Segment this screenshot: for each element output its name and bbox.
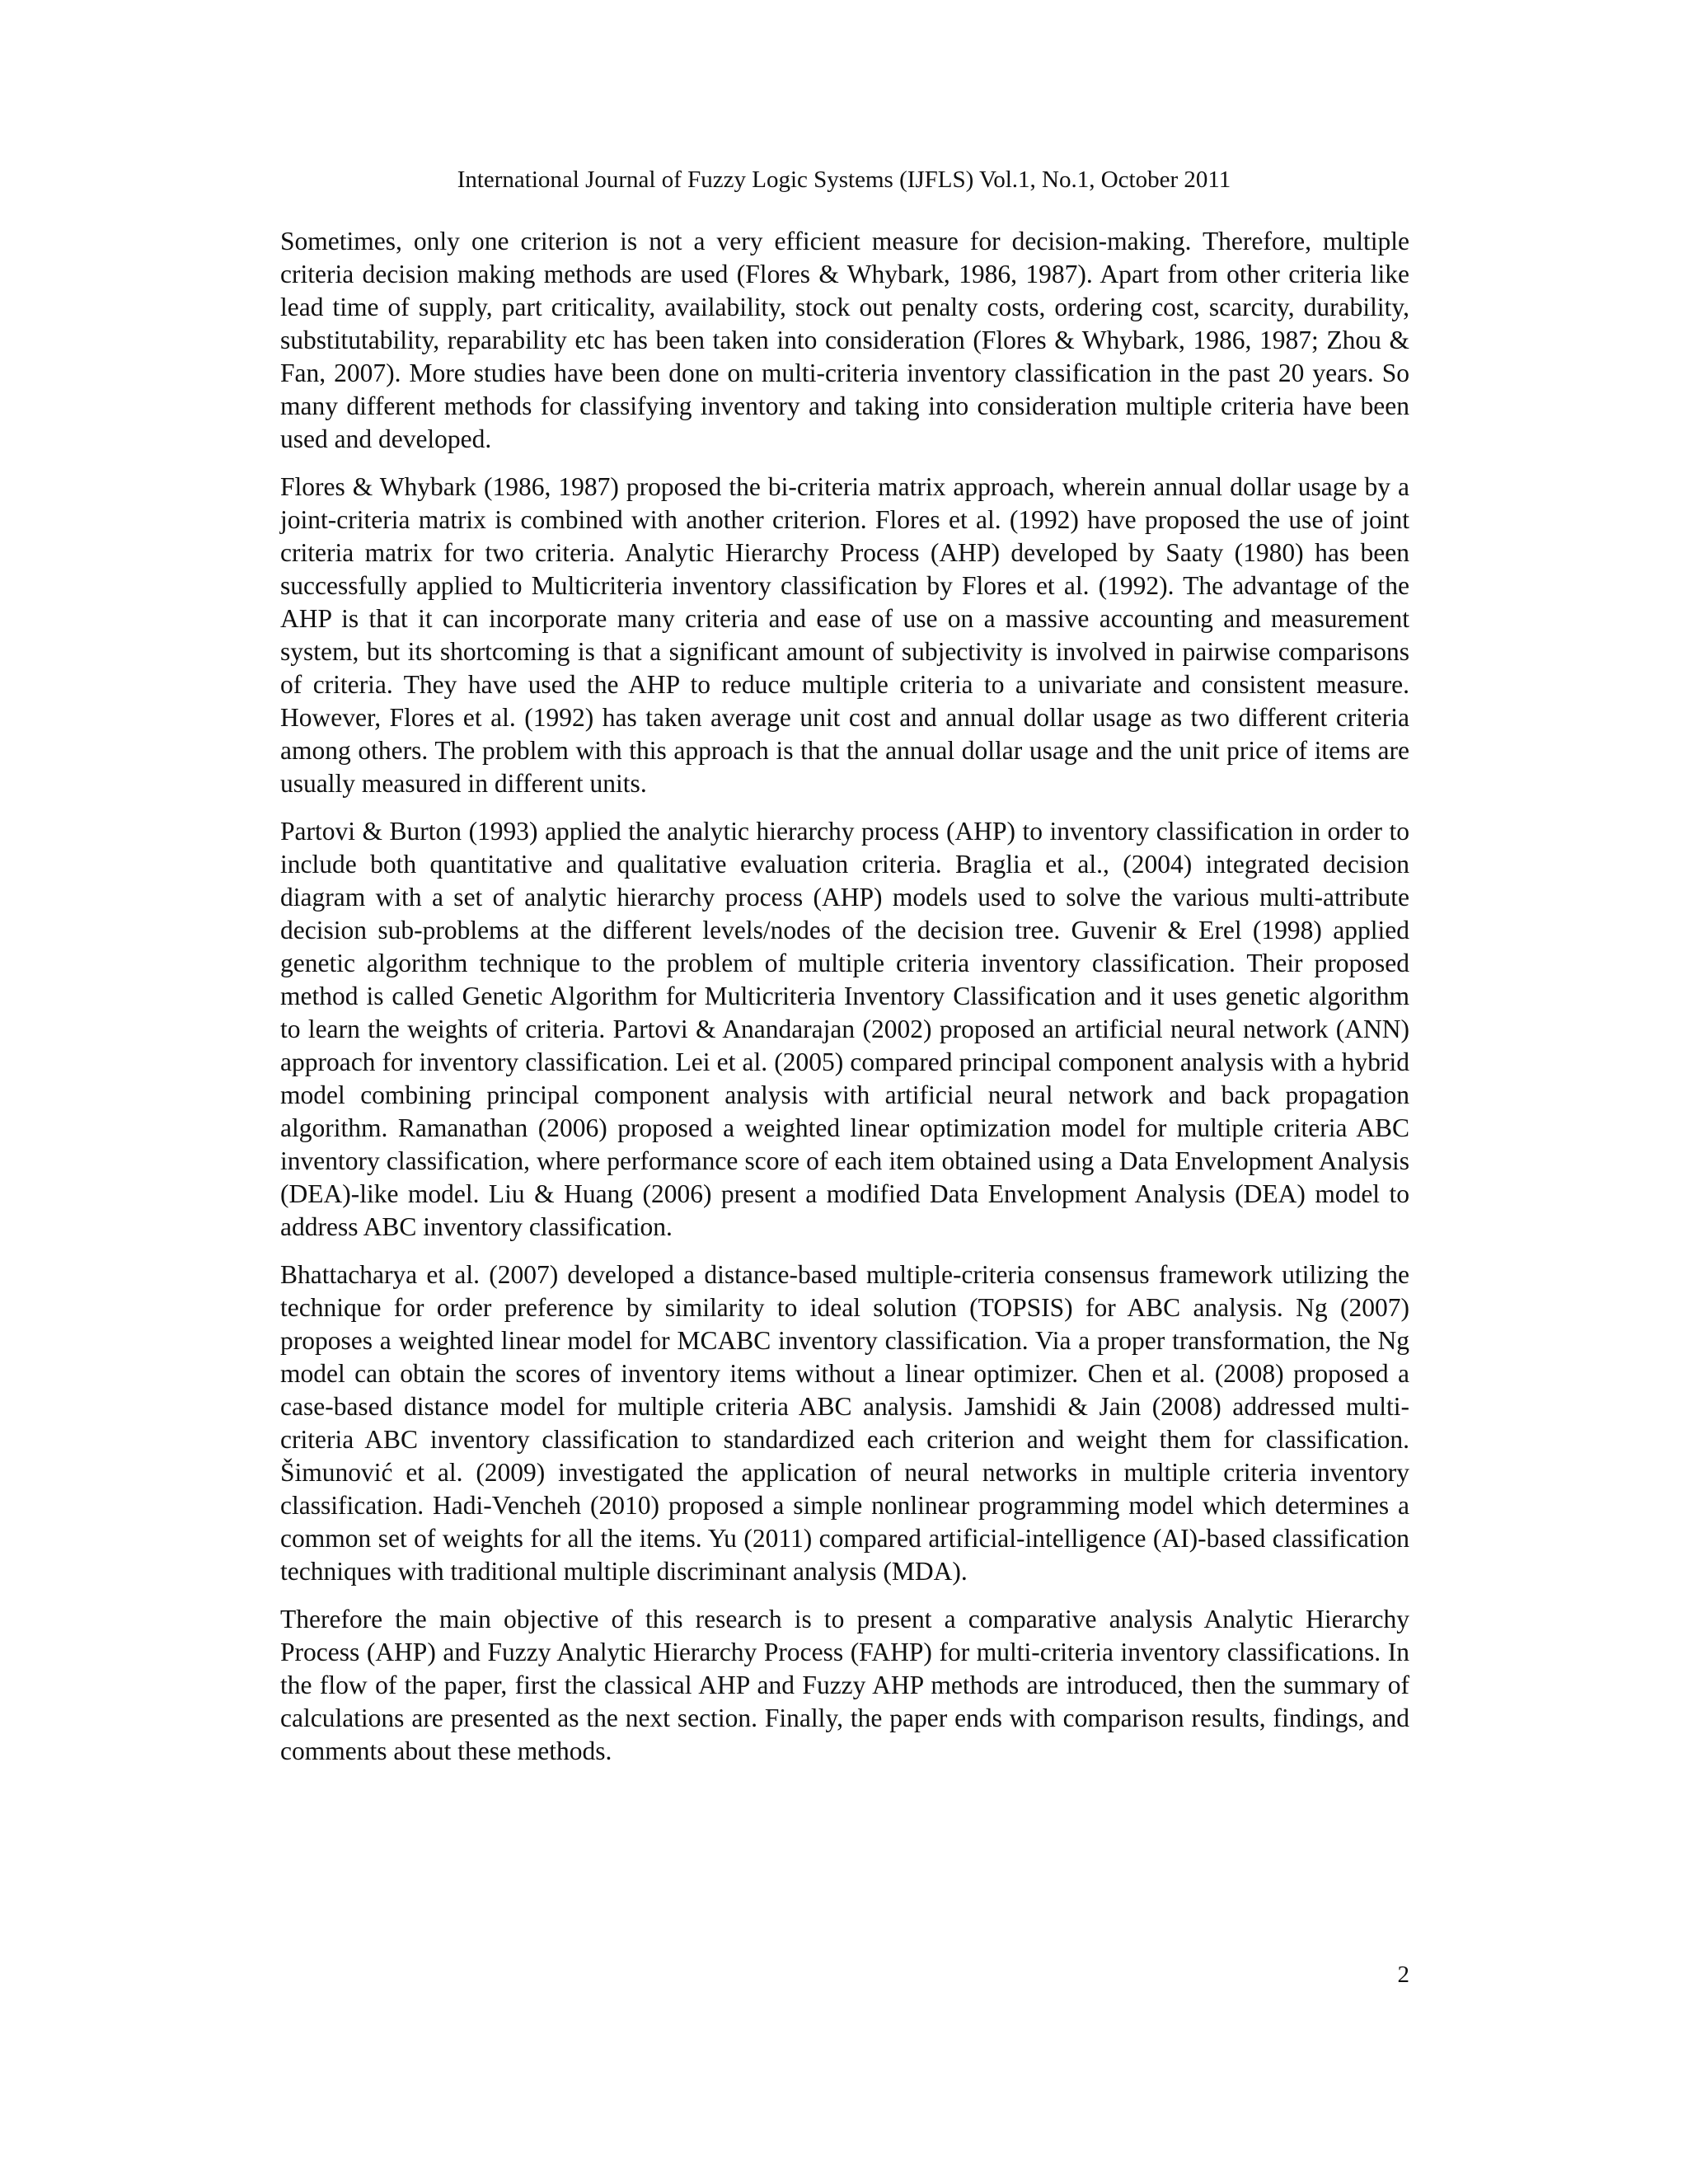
paragraph-research-objective: Therefore the main objective of this research is to present a comparative analysis Analytic Hierarchy Process (AHP) and Fuzzy Analytic Hierarchy Process (FAHP) for multi-criteria inventory classifications. In the flow of the paper, first the classical AHP and Fuzzy AHP methods are introduced, then the summary of calculations are presented as the next section. Finally, the paper ends with comparison results, findings, and comments about these methods. — [280, 1605, 1409, 1765]
paragraph-multi-criteria-intro: Sometimes, only one criterion is not a very efficient measure for decision-making. Therefore, multiple criteria decision making methods are used (Flores & Whybark, 1986, 1987). Apart from other criteria like lead time of supply, part criticality, availability, stock out penalty costs, ordering cost, scarcity, durability, substitutability, reparability etc has been taken into consideration (Flores & Whybark, 1986, 1987; Zhou & Fan, 2007). More studies have been done on multi-criteria inventory classification in the past 20 years. So many different methods for classifying inventory and taking into consideration multiple criteria have been used and developed. — [280, 227, 1409, 453]
paragraph-ahp-ann-dea: Partovi & Burton (1993) applied the analytic hierarchy process (AHP) to inventory classification in order to include both quantitative and qualitative evaluation criteria. Braglia et al., (2004) integrated decision diagram with a set of analytic hierarchy process (AHP) models used to solve the various multi-attribute decision sub-problems at the different levels/nodes of the decision tree. Guvenir & Erel (1998) applied genetic algorithm technique to the problem of multiple criteria inventory classification. Their proposed method is called Genetic Algorithm for Multicriteria Inventory Classification and it uses genetic algorithm to learn the weights of criteria. Partovi & Anandarajan (2002) proposed an artificial neural network (ANN) approach for inventory classification. Lei et al. (2005) compared principal component analysis with a hybrid model combining principal component analysis with artificial neural network and back propagation algorithm. Ramanathan (2006) proposed a weighted linear optimization model for multiple criteria ABC inventory classification, where performance score of each item obtained using a Data Envelopment Analysis (DEA)-like model. Liu & Huang (2006) present a modified Data Envelopment Analysis (DEA) model to address ABC inventory classification. — [280, 817, 1409, 1241]
journal-header: International Journal of Fuzzy Logic Systems (IJFLS) Vol.1, No.1, October 2011 — [457, 166, 1231, 193]
paragraph-topsis-related-work: Bhattacharya et al. (2007) developed a distance-based multiple-criteria consensus framework utilizing the technique for order preference by similarity to ideal solution (TOPSIS) for ABC analysis. Ng (2007) proposes a weighted linear model for MCABC inventory classification. Via a proper transformation, the Ng model can obtain the scores of inventory items without a linear optimizer. Chen et al. (2008) proposed a case-based distance model for multiple criteria ABC analysis. Jamshidi & Jain (2008) addressed multi-criteria ABC inventory classification to standardized each criterion and weight them for classification. Šimunović et al. (2009) investigated the application of neural networks in multiple criteria inventory classification. Hadi-Vencheh (2010) proposed a simple nonlinear programming model which determines a common set of weights for all the items. Yu (2011) compared artificial-intelligence (AI)-based classification techniques with traditional multiple discriminant analysis (MDA). — [280, 1260, 1409, 1586]
body-text — [280, 225, 1409, 1783]
paragraph-bi-criteria-ahp: Flores & Whybark (1986, 1987) proposed the bi-criteria matrix approach, wherein annual dollar usage by a joint-criteria matrix is combined with another criterion. Flores et al. (1992) have proposed the use of joint criteria matrix for two criteria. Analytic Hierarchy Process (AHP) developed by Saaty (1980) has been successfully applied to Multicriteria inventory classification by Flores et al. (1992). The advantage of the AHP is that it can incorporate many criteria and ease of use on a massive accounting and measurement system, but its shortcoming is that a significant amount of subjectivity is involved in pairwise comparisons of criteria. They have used the AHP to reduce multiple criteria to a univariate and consistent measure. However, Flores et al. (1992) has taken average unit cost and annual dollar usage as two different criteria among others. The problem with this approach is that the annual dollar usage and the unit price of items are usually measured in different units. — [280, 472, 1409, 798]
page-number: 2 — [1397, 1961, 1409, 1988]
